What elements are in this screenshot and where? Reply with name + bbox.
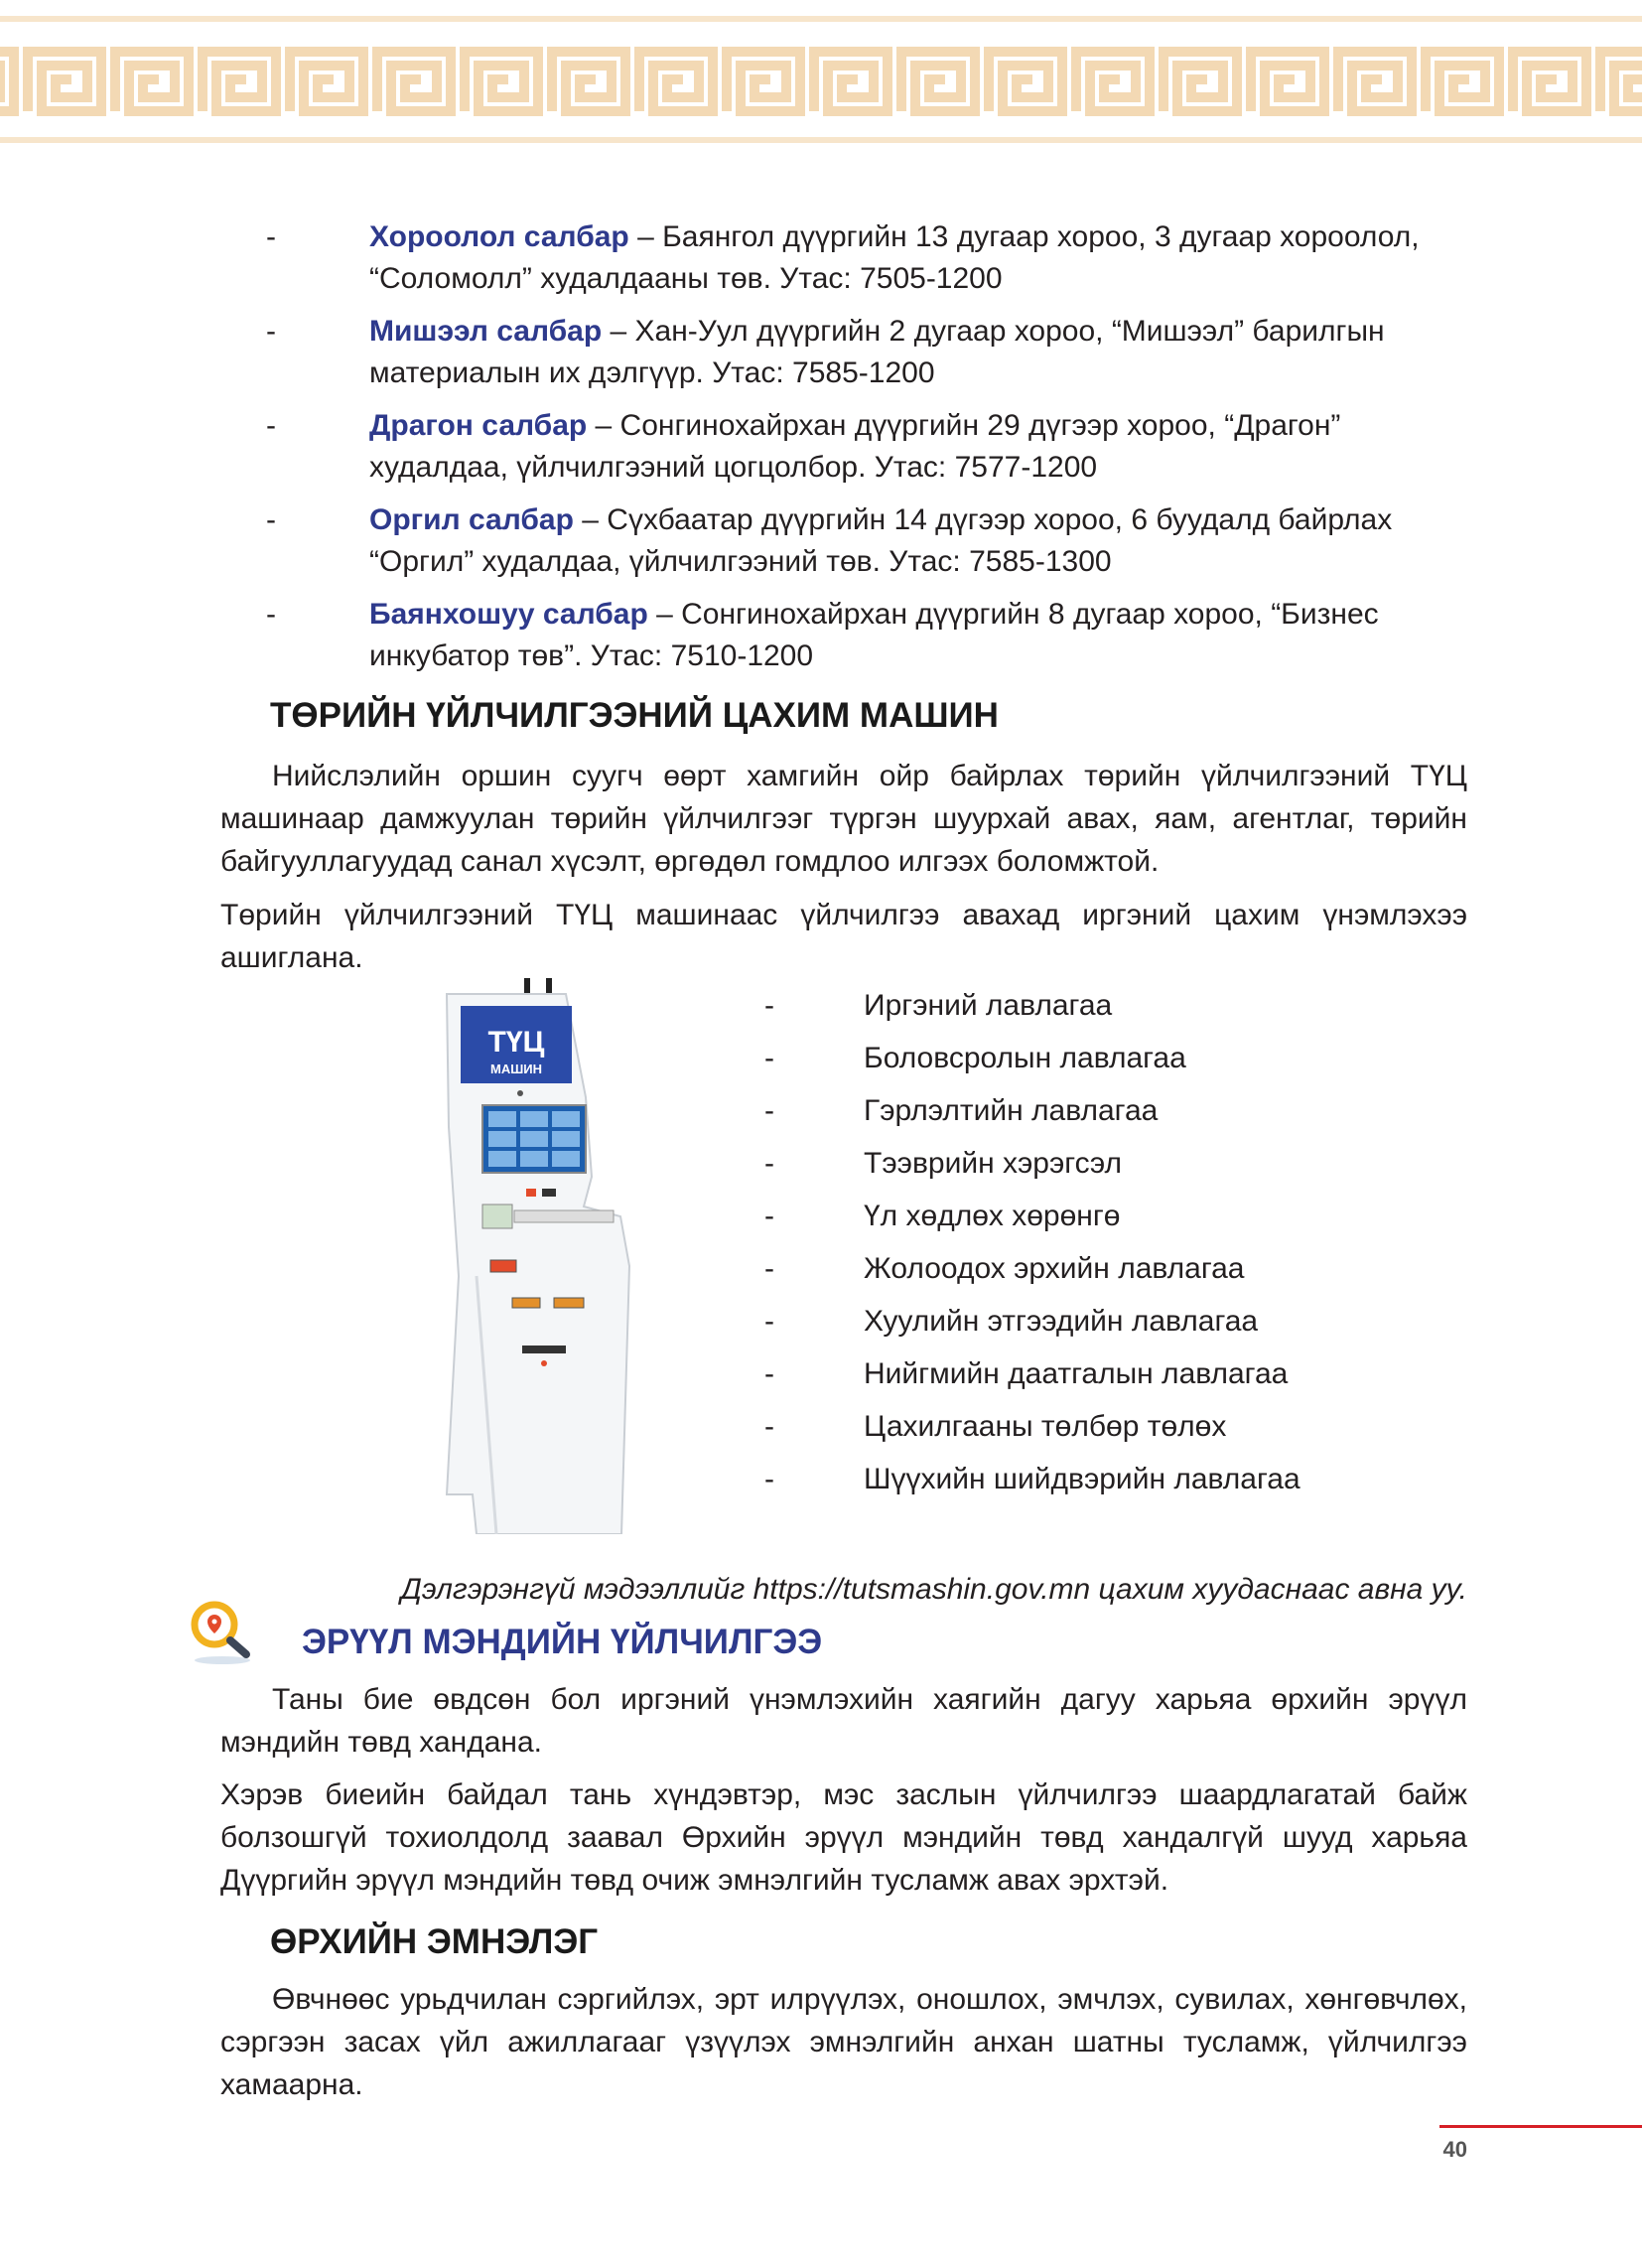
list-dash: - xyxy=(266,503,276,536)
branch-item xyxy=(266,216,1457,300)
branch-name: Баянхошуу салбар xyxy=(369,598,648,631)
list-item xyxy=(764,1459,1459,1511)
list-item xyxy=(764,1196,1459,1248)
branch-item xyxy=(266,594,1457,677)
list-dash: - xyxy=(266,315,276,348)
service-name: Нийгмийн даатгалын лавлагаа xyxy=(864,1357,1289,1390)
section-title-clinic: ӨРХИЙН ЭМНЭЛЭГ xyxy=(270,1922,599,1961)
list-item xyxy=(764,985,1459,1038)
clinic-paragraph: Өвчнөөс урьдчилан сэргийлэх, эрт илрүүлэх, оношлох, эмчлэх, сувилах, хөнгөвчлөх, сэргээн засах үйл ажиллагааг үзүүлэх эмнэлгийн анхан шатны тусламж, үйлчилгээ хамаарна. xyxy=(220,1983,1467,2101)
branch-address: – Сонгинохайрхан дүүргийн 29 дүгээр хороо, “Драгон” xyxy=(587,409,1341,442)
kiosk-services-list xyxy=(764,985,1459,1511)
health-paragraph-2: Хэрэв биеийн байдал тань хүндэвтэр, мэс заслын үйлчилгээ шаардлагатай байж болзошгүй тохиолдолд заавал Өрхийн эрүүл мэндийн төвд хандалгүй шууд харьяа Дүүргийн эрүүл мэндийн төвд очиж эмнэлгийн тусламж авах эрхтэй. xyxy=(220,1778,1467,1897)
list-dash: - xyxy=(764,1094,774,1127)
tuts-kiosk-machine-image xyxy=(417,978,655,1534)
kiosk-usage-paragraph: Төрийн үйлчилгээний ТҮЦ машинаас үйлчилгээ авахад иргэний цахим үнэмлэхээ ашиглана. xyxy=(220,899,1467,974)
kiosk-screen-title: ТҮЦ xyxy=(487,1026,545,1059)
branch-name: Драгон салбар xyxy=(369,409,588,442)
list-item xyxy=(764,1038,1459,1090)
branch-address: – Баянгол дүүргийн 13 дугаар хороо, 3 дугаар хороолол, xyxy=(628,220,1420,253)
branch-address-cont: “Соломолл” худалдааны төв. Утас: 7505-1200 xyxy=(369,262,1003,295)
list-dash: - xyxy=(764,1147,774,1180)
list-dash: - xyxy=(266,409,276,442)
section-title-health: ЭРҮҮЛ МЭНДИЙН ҮЙЛЧИЛГЭЭ xyxy=(302,1623,823,1661)
branch-address-cont: материалын их дэлгүүр. Утас: 7585-1200 xyxy=(369,356,935,389)
list-dash: - xyxy=(266,220,276,253)
service-name: Боловсролын лавлагаа xyxy=(864,1042,1186,1074)
list-dash: - xyxy=(764,1357,774,1390)
list-dash: - xyxy=(764,1042,774,1074)
service-name: Иргэний лавлагаа xyxy=(864,989,1113,1022)
list-item xyxy=(764,1143,1459,1196)
branch-address: – Хан-Уул дүүргийн 2 дугаар хороо, “Мишээл” барилгын xyxy=(602,315,1385,348)
list-item xyxy=(764,1353,1459,1406)
list-item xyxy=(764,1406,1459,1459)
branch-name: Мишээл салбар xyxy=(369,315,603,348)
list-dash: - xyxy=(764,1463,774,1495)
service-name: Цахилгааны төлбөр төлөх xyxy=(864,1410,1227,1443)
branch-name: Оргил салбар xyxy=(369,503,574,536)
decorative-fret-border xyxy=(0,0,1642,149)
branch-address-cont: худалдаа, үйлчилгээний цогцолбор. Утас: 7577-1200 xyxy=(369,451,1098,484)
location-search-icon xyxy=(187,1597,258,1668)
branch-item xyxy=(266,405,1457,489)
branch-item xyxy=(266,499,1457,583)
health-paragraph-1: Таны бие өвдсөн бол иргэний үнэмлэхийн хаягийн дагуу харьяа өрхийн эрүүл мэндийн төвд хандана. xyxy=(220,1683,1467,1759)
service-name: Гэрлэлтийн лавлагаа xyxy=(864,1094,1159,1127)
more-info-note: Дэлгэрэнгүй мэдээллийг https://tutsmashin.gov.mn цахим хуудаснаас авна уу. xyxy=(400,1573,1467,1606)
list-item xyxy=(764,1090,1459,1143)
list-item xyxy=(764,1248,1459,1301)
list-dash: - xyxy=(764,1305,774,1338)
branch-item xyxy=(266,311,1457,394)
footer-rule xyxy=(1439,2125,1642,2128)
kiosk-intro-paragraph: Нийслэлийн оршин суугч өөрт хамгийн ойр байрлах төрийн үйлчилгээний ТҮЦ машинаар дамжуулан төрийн үйлчилгээг түргэн шуурхай авах, яам, агентлаг, төрийн байгууллагуудад санал хүсэлт, өргөдөл гомдлоо илгээх боломжтой. xyxy=(220,760,1467,878)
list-dash: - xyxy=(764,989,774,1022)
service-name: Үл хөдлөх хөрөнгө xyxy=(864,1200,1121,1232)
kiosk-screen-subtitle: МАШИН xyxy=(489,1062,543,1076)
branch-address-cont: “Оргил” худалдаа, үйлчилгээний төв. Утас: 7585-1300 xyxy=(369,545,1112,578)
list-dash: - xyxy=(764,1410,774,1443)
list-dash: - xyxy=(764,1200,774,1232)
branch-name: Хороолол салбар xyxy=(369,220,629,253)
list-dash: - xyxy=(266,598,276,631)
service-name: Тээврийн хэрэгсэл xyxy=(864,1147,1123,1180)
branch-address: – Сүхбаатар дүүргийн 14 дүгээр хороо, 6 буудалд байрлах xyxy=(573,503,1393,536)
branch-address: – Сонгинохайрхан дүүргийн 8 дугаар хороо, “Бизнес xyxy=(647,598,1379,631)
service-name: Шүүхийн шийдвэрийн лавлагаа xyxy=(864,1463,1300,1495)
page-number: 40 xyxy=(1442,2137,1467,2162)
section-title-kiosk: ТӨРИЙН ҮЙЛЧИЛГЭЭНИЙ ЦАХИМ МАШИН xyxy=(270,696,999,735)
list-item xyxy=(764,1301,1459,1353)
branch-address-cont: инкубатор төв”. Утас: 7510-1200 xyxy=(369,639,814,672)
list-dash: - xyxy=(764,1252,774,1285)
service-name: Хуулийн этгээдийн лавлагаа xyxy=(864,1305,1259,1338)
service-name: Жолоодох эрхийн лавлагаа xyxy=(864,1252,1245,1285)
